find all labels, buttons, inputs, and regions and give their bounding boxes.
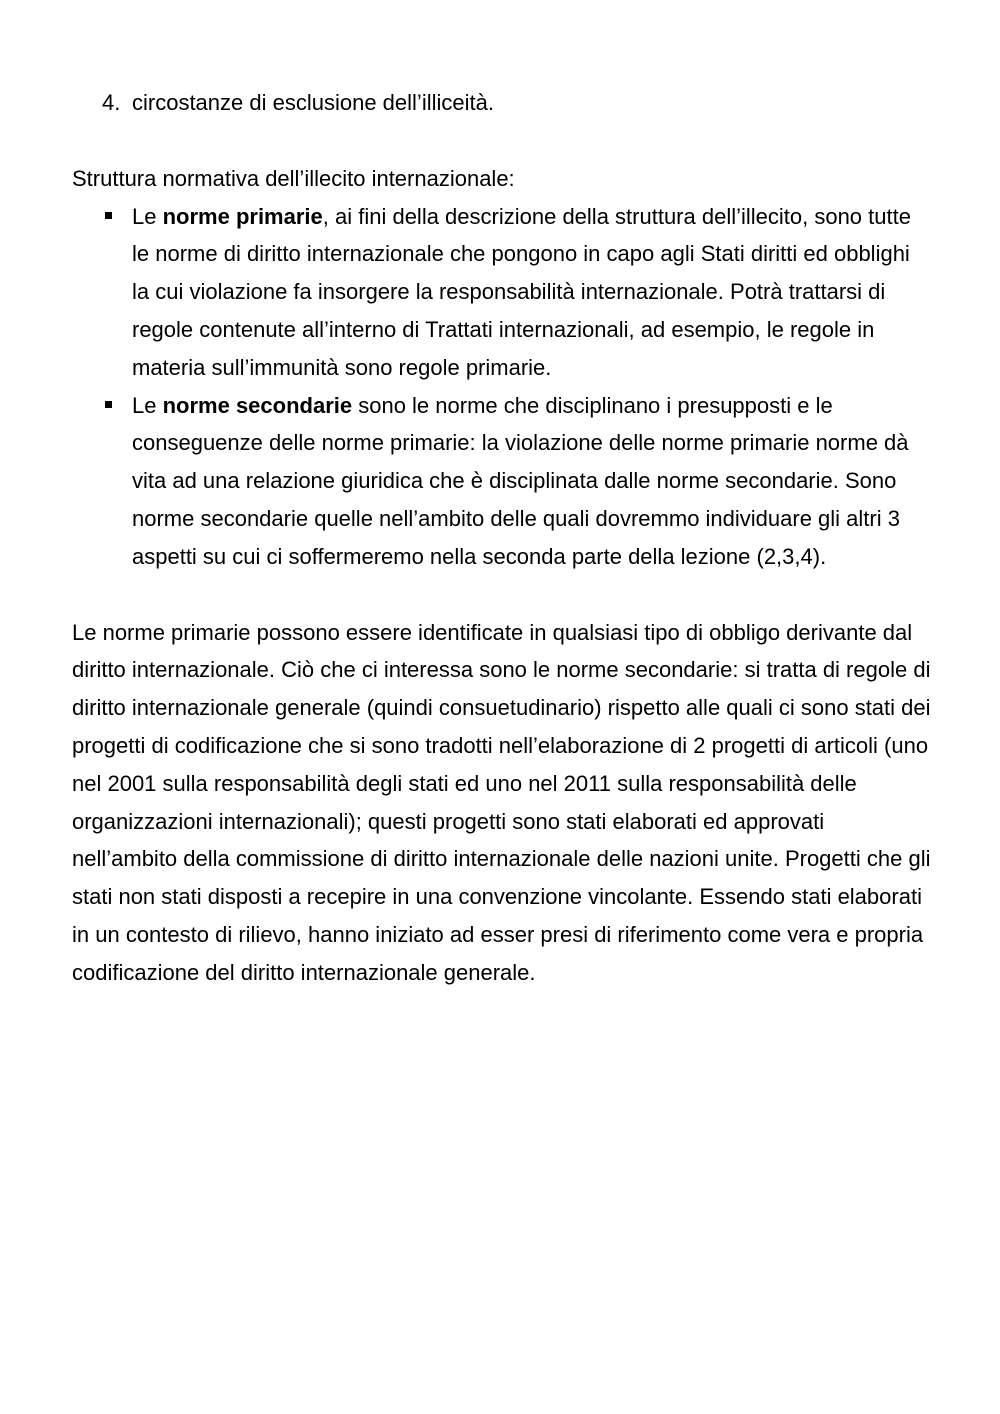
bullet-body: sono le norme che disciplinano i presupposti e le conseguenze delle norme primarie: la violazione delle norme primarie norme dà vita ad una relazione giuridica che è disciplinata dalle norme secondarie. Sono norme secondarie quelle nell’ambito delle quali dovremmo individuare gli altri 3 aspetti su cui ci soffermeremo nella seconda parte della lezione (2,3,4). — [132, 392, 909, 569]
numbered-list-item — [72, 84, 932, 122]
bullet-prefix: Le — [132, 392, 163, 418]
closing-paragraph: Le norme primarie possono essere identificate in qualsiasi tipo di obbligo derivante dal diritto internazionale. Ciò che ci interessa sono le norme secondarie: si tratta di regole di diritto internazionale generale (quindi consuetudinario) rispetto alle quali ci sono stati dei progetti di codificazione che si sono tradotti nell’elaborazione di 2 progetti di articoli (uno nel 2001 sulla responsabilità degli stati ed uno nel 2011 sulla responsabilità delle organizzazioni internazionali); questi progetti sono stati elaborati ed approvati nell’ambito della commissione di diritto internazionale delle nazioni unite. Progetti che gli stati non stati disposti a recepire in una convenzione vincolante. Essendo stati elaborati in un contesto di rilievo, hanno iniziato ad esser presi di riferimento come vera e propria codificazione del diritto internazionale generale. — [72, 619, 931, 985]
square-bullet-icon — [72, 198, 132, 236]
paragraph-spacer — [72, 122, 932, 160]
bullet-item-norme-primarie — [72, 198, 932, 387]
section-heading: Struttura normativa dell’illecito internazionale: — [72, 165, 515, 191]
document-page — [72, 84, 932, 992]
paragraph-spacer — [72, 576, 932, 614]
bullet-bold-term: norme secondarie — [162, 392, 353, 418]
bullet-list — [72, 198, 932, 576]
list-item-text: circostanze di esclusione dell’illiceità. — [132, 90, 494, 115]
list-number: 4. — [102, 90, 121, 115]
bullet-bold-term: norme primarie — [162, 203, 323, 229]
square-bullet-icon — [72, 387, 132, 425]
bullet-text — [132, 387, 932, 576]
bullet-text — [132, 198, 932, 387]
bullet-prefix: Le — [132, 203, 163, 229]
bullet-body: , ai fini della descrizione della struttura dell’illecito, sono tutte le norme di diritto internazionale che pongono in capo agli Stati diritti ed obblighi la cui violazione fa insorgere la responsabilità internazionale. Potrà trattarsi di regole contenute all’interno di Trattati internazionali, ad esempio, le regole in materia sull’immunità sono regole primarie. — [132, 203, 911, 380]
bullet-item-norme-secondarie — [72, 387, 932, 576]
